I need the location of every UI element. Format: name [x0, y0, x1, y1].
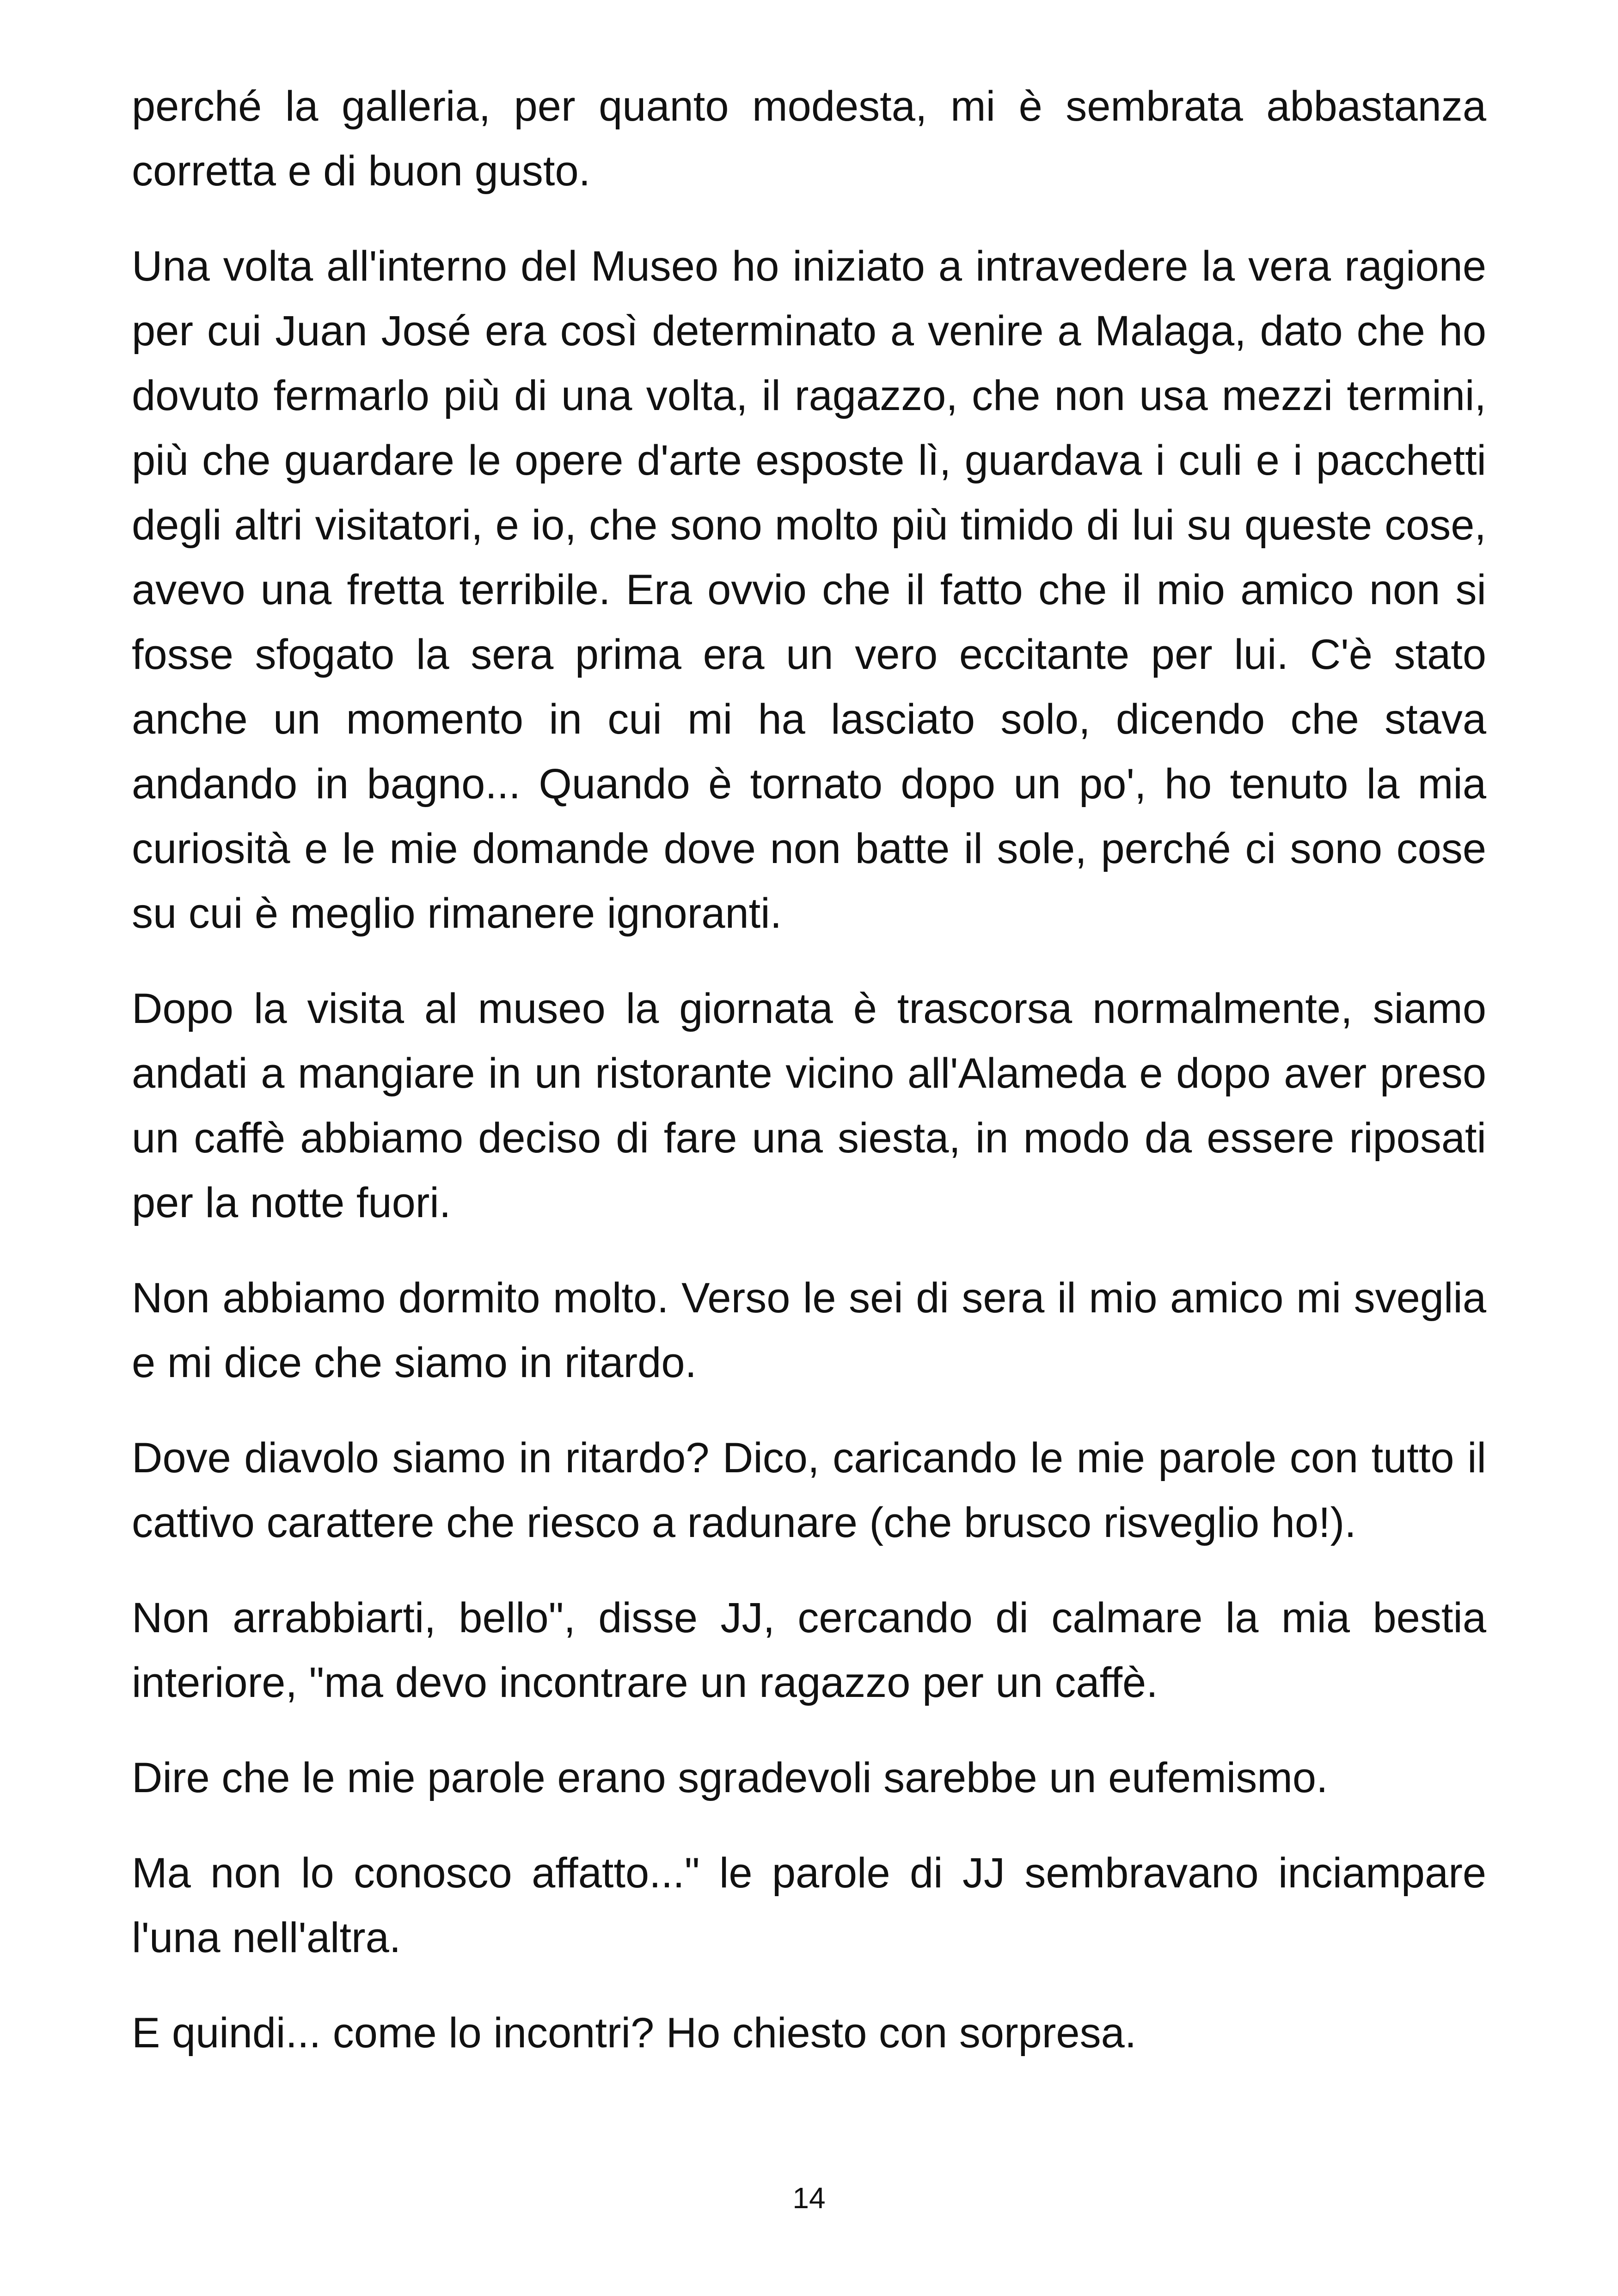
page-number: 14 — [792, 2181, 826, 2215]
paragraph-4: Non abbiamo dormito molto. Verso le sei di sera il mio amico mi sveglia e mi dice che siamo in ritardo. — [132, 1274, 1486, 1386]
paragraph-7: Dire che le mie parole erano sgradevoli sarebbe un eufemismo. — [132, 1754, 1328, 1801]
paragraph-9: E quindi... come lo incontri? Ho chiesto con sorpresa. — [132, 2009, 1137, 2057]
paragraph-5: Dove diavolo siamo in ritardo? Dico, caricando le mie parole con tutto il cattivo carattere che riesco a radunare (che brusco risveglio ho!). — [132, 1434, 1486, 1546]
paragraph-2: Una volta all'interno del Museo ho iniziato a intravedere la vera ragione per cui Juan José era così determinato a venire a Malaga, dato che ho dovuto fermarlo più di una volta, il ragazzo, che non usa mezzi termini, più che guardare le opere d'arte esposte lì, guardava i culi e i pacchetti degli altri visitatori, e io, che sono molto più timido di lui su queste cose, avevo una fretta terribile. Era ovvio che il fatto che il mio amico non si fosse sfogato la sera prima era un vero eccitante per lui. C'è stato anche un momento in cui mi ha lasciato solo, dicendo che stava andando in bagno... Quando è tornato dopo un po', ho tenuto la mia curiosità e le mie domande dove non batte il sole, perché ci sono cose su cui è meglio rimanere ignoranti. — [132, 243, 1486, 937]
paragraph-3: Dopo la visita al museo la giornata è trascorsa normalmente, siamo andati a mangiare in un ristorante vicino all'Alameda e dopo aver preso un caffè abbiamo deciso di fare una siesta, in modo da essere riposati per la notte fuori. — [132, 985, 1486, 1226]
body-text — [132, 74, 1486, 2065]
paragraph-8: Ma non lo conosco affatto..." le parole di JJ sembravano inciampare l'una nell'altra. — [132, 1849, 1486, 1961]
paragraph-6: Non arrabbiarti, bello", disse JJ, cercando di calmare la mia bestia interiore, "ma devo incontrare un ragazzo per un caffè. — [132, 1594, 1486, 1706]
paragraph-1: perché la galleria, per quanto modesta, mi è sembrata abbastanza corretta e di buon gusto. — [132, 83, 1486, 195]
